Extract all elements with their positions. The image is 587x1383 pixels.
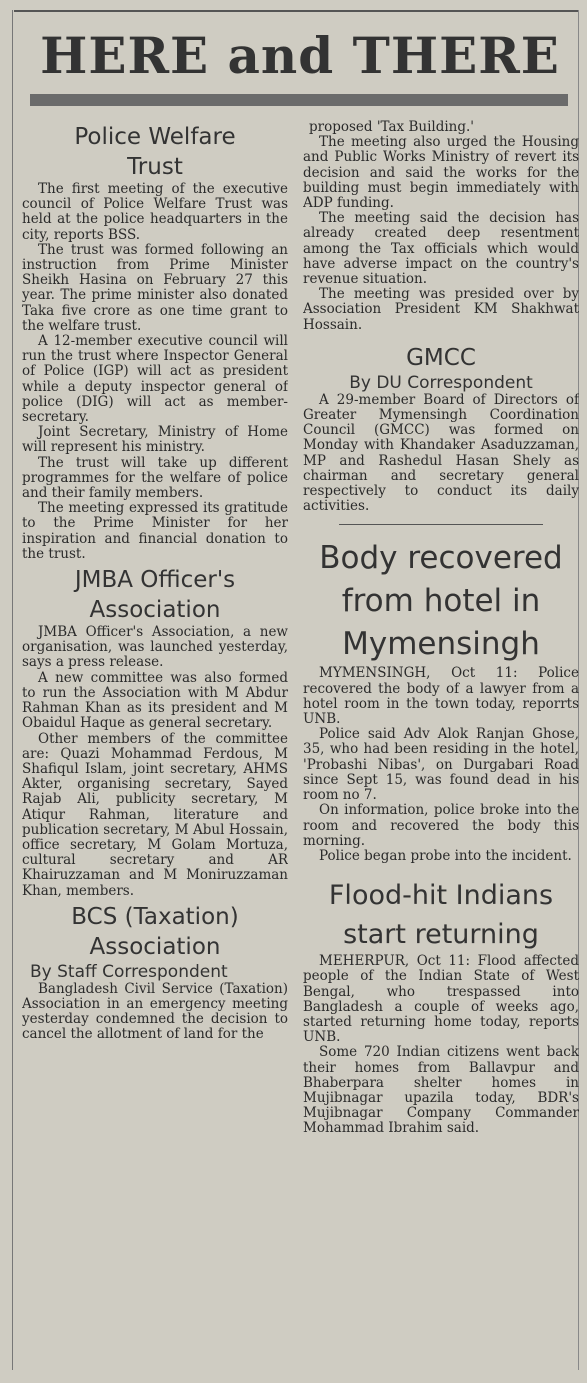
headline-line: Trust xyxy=(127,154,183,180)
headline-line: Mymensingh xyxy=(342,626,540,663)
paragraph: The trust will take up different programmes for the welfare of police and their family members. xyxy=(22,454,288,502)
article-gmcc xyxy=(303,343,579,515)
paragraph: Police began probe into the incident. xyxy=(319,847,572,864)
headline-line: Body recovered xyxy=(319,540,563,577)
headline-line: Police Welfare xyxy=(74,124,236,150)
paragraph: On information, police broke into the room and recovered the body this morning. xyxy=(303,802,579,849)
paragraph: JMBA Officer's Association, a new organisation, was launched yesterday, says a press release. xyxy=(22,624,288,671)
headline-line: Association xyxy=(89,597,221,624)
article-bcs-taxation-continued xyxy=(303,120,579,333)
headline xyxy=(22,122,288,182)
article-police-welfare xyxy=(22,122,288,562)
headline-line: Association xyxy=(89,933,221,960)
left-border xyxy=(12,10,13,1370)
headline xyxy=(303,537,579,666)
section-masthead: HERE and THERE xyxy=(40,26,560,85)
paragraph: A 12-member executive council will run the trust where Inspector General of Police (IGP) will act as president while a deputy inspector general of police (DIG) will act as member-secretary. xyxy=(22,333,288,426)
paragraph: The meeting also urged the Housing and Public Works Ministry of revert its decision and said the works for the building must begin immediately with ADP funding. xyxy=(303,134,579,212)
paragraph: Some 720 Indian citizens went back their homes from Ballavpur and Bhaberpara shelter homes in Mujibnagar upazila today, BDR's Mujibnagar Company Commander Mohammad Ibrahim said. xyxy=(303,1044,579,1137)
headline-line: Flood-hit Indians xyxy=(328,880,554,912)
article-body-recovered xyxy=(303,537,579,864)
paragraph: Other members of the committee are: Quazi Mohammad Ferdous, M Shafiqul Islam, joint secretary, AHMS Akter, organising secretary, Sayed Rajab Ali, publicity secretary, M Atiqur Rahman, literature and publication secretary, M Abul Hossain, office secretary, M Golam Mortuza, cultural secretary and AR Khairuzzaman and M Moniruzzaman Khan, members. xyxy=(22,730,288,899)
paragraph: A 29-member Board of Directors of Greater Mymensingh Coordination Council (GMCC) was formed on Monday with Khandaker Asaduzzaman, MP and Rashedul Hasan Shely as chairman and secretary general respectively to conduct its daily activities. xyxy=(303,391,579,515)
headline-line: start returning xyxy=(343,919,539,951)
paragraph: MYMENSINGH, Oct 11: Police recovered the body of a lawyer from a hotel room in the town today, reporrts UNB. xyxy=(303,665,579,728)
byline: By DU Correspondent xyxy=(349,372,533,393)
headline-line: JMBA Officer's xyxy=(74,567,236,594)
article-jmba xyxy=(22,565,288,899)
paragraph: Joint Secretary, Ministry of Home will represent his ministry. xyxy=(22,424,288,456)
paragraph: Police said Adv Alok Ranjan Ghose, 35, who had been residing in the hotel, 'Probashi Nibas', on Durgabari Road since Sept 15, was found dead in his room no 7. xyxy=(303,726,579,804)
right-column xyxy=(303,120,579,1367)
headline xyxy=(303,876,579,954)
left-column xyxy=(22,122,288,1367)
paragraph: Bangladesh Civil Service (Taxation) Association in an emergency meeting yesterday condemned the decision to cancel the allotment of land for the xyxy=(22,980,288,1043)
paragraph: The meeting expressed its gratitude to the Prime Minister for her inspiration and financial donation to the trust. xyxy=(22,500,288,562)
article-divider xyxy=(339,524,543,525)
article-bcs-taxation xyxy=(22,902,288,1043)
masthead-rule xyxy=(30,94,568,106)
headline xyxy=(22,565,288,625)
paragraph: The trust was formed following an instruction from Prime Minister Sheikh Hasina on February 27 this year. The prime minister also donated Taka five crore as one time grant to the welfare trust. xyxy=(22,241,288,334)
continued-text: proposed 'Tax Building.' xyxy=(309,120,475,135)
headline-line: from hotel in xyxy=(341,583,541,620)
paragraph: The meeting was presided over by Association President KM Shakhwat Hossain. xyxy=(303,286,579,333)
paragraph: The first meeting of the executive council of Police Welfare Trust was held at the police headquarters in the city, reports BSS. xyxy=(22,181,288,243)
article-flood-hit-indians xyxy=(303,876,579,1136)
paragraph: A new committee was also formed to run the Association with M Abdur Rahman Khan as its president and M Obaidul Haque as general secretary. xyxy=(22,669,288,732)
paragraph: The meeting said the decision has already created deep resentment among the Tax officials which would have adverse impact on the country's revenue situation. xyxy=(303,210,579,288)
headline xyxy=(22,902,288,962)
headline-line: BCS (Taxation) xyxy=(71,903,239,930)
paragraph: MEHERPUR, Oct 11: Flood affected people of the Indian State of West Bengal, who trespassed into Bangladesh a couple of weeks ago, started returning home today, reports UNB. xyxy=(303,953,579,1046)
top-rule xyxy=(14,10,579,12)
headline: GMCC xyxy=(406,344,476,371)
byline: By Staff Correspondent xyxy=(30,961,228,982)
